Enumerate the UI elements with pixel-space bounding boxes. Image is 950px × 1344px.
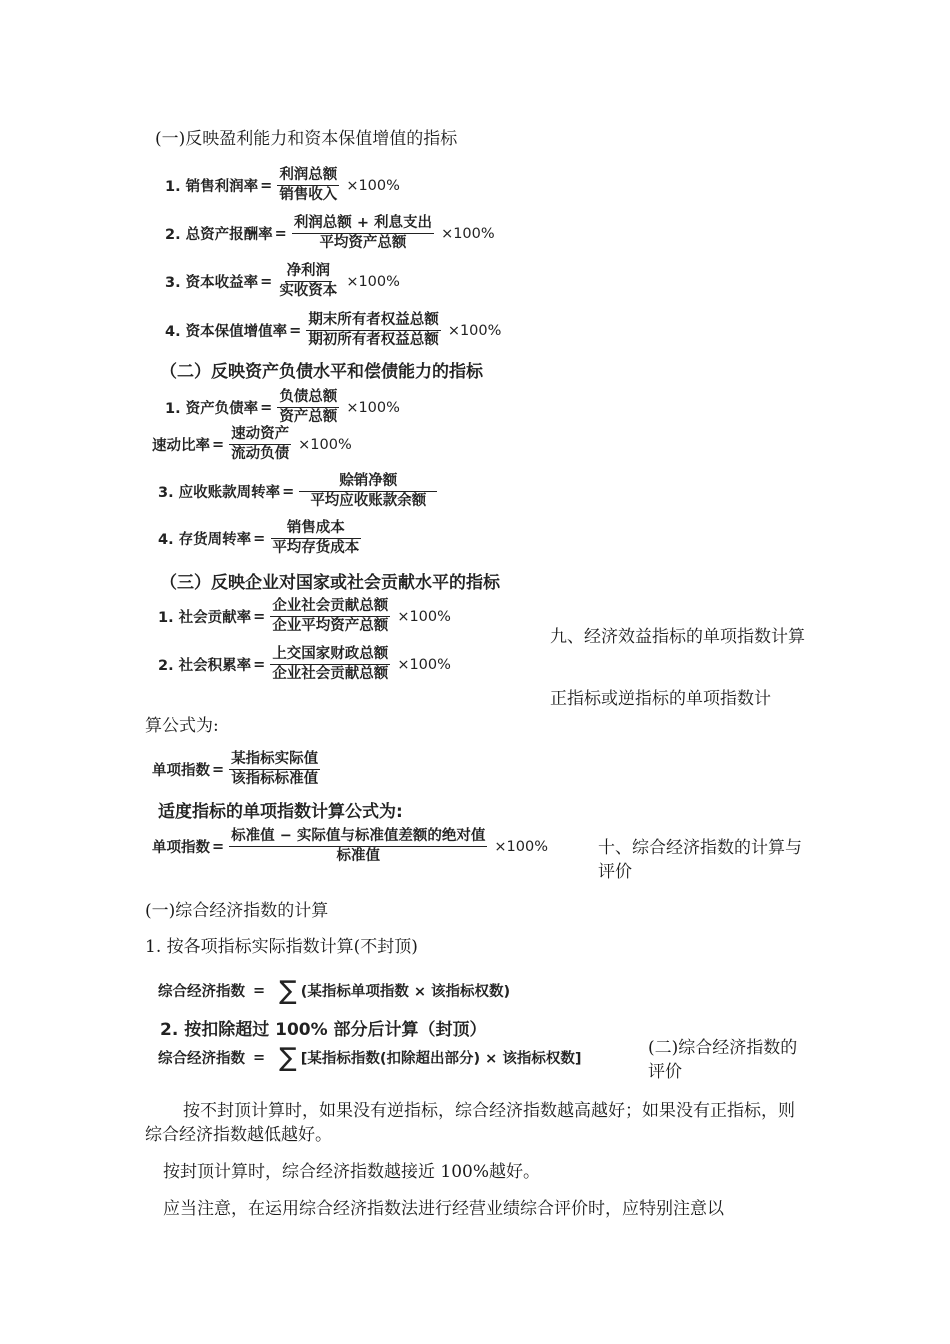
formula-moderate-single-index xyxy=(152,828,548,865)
percent-factor: ×100% xyxy=(447,322,502,339)
numerator: 赊销净额 xyxy=(299,473,437,492)
paragraph-capped-evaluation: 按封顶计算时，综合经济指数越接近 100%越好。 xyxy=(163,1162,541,1182)
equals-sign: = xyxy=(260,177,273,194)
denominator: 企业社会贡献总额 xyxy=(272,666,389,682)
denominator: 标准值 xyxy=(336,848,381,864)
formula-capital-preservation-rate xyxy=(165,312,501,349)
formula-label: 1. 社会贡献率 xyxy=(158,610,252,626)
formula-total-asset-return xyxy=(165,215,495,252)
equals-sign: = xyxy=(212,838,225,855)
equals-sign: = xyxy=(253,656,266,673)
sigma-symbol: ∑ xyxy=(279,975,297,1006)
single-index-intro: 正指标或逆指标的单项指数计 xyxy=(550,689,771,709)
formula-label: 2. 社会积累率 xyxy=(158,658,252,674)
formula-comprehensive-uncapped xyxy=(158,975,511,1006)
formula-inventory-turnover xyxy=(158,520,364,557)
section-ten-title: 十、综合经济指数的计算与评价 xyxy=(598,838,802,882)
numerator: 销售成本 xyxy=(271,520,361,539)
percent-factor: ×100% xyxy=(494,838,549,855)
denominator: 期初所有者权益总额 xyxy=(308,332,439,348)
formula-capital-return-rate xyxy=(165,263,400,300)
formula-label: 1. 资产负债率 xyxy=(165,401,259,417)
fraction xyxy=(306,312,441,349)
formula-label: 单项指数 xyxy=(152,763,210,779)
numerator: 某指标实际值 xyxy=(229,751,320,770)
fraction xyxy=(229,828,487,865)
formula-label: 综合经济指数 xyxy=(158,984,245,1000)
percent-factor: ×100% xyxy=(397,608,451,625)
equals-sign: = xyxy=(289,322,302,339)
numerator: 期末所有者权益总额 xyxy=(306,312,441,331)
denominator: 平均应收账款余额 xyxy=(310,493,427,509)
percent-factor: ×100% xyxy=(298,436,352,453)
numerator: 负债总额 xyxy=(277,389,339,408)
percent-factor: ×100% xyxy=(346,177,400,194)
formula-label: 1. 销售利润率 xyxy=(165,179,259,195)
numerator: 企业社会贡献总额 xyxy=(270,598,390,617)
sum-body: (某指标单项指数 × 该指标权数) xyxy=(300,984,511,1000)
equals-sign: = xyxy=(260,273,273,290)
equals-sign: = xyxy=(274,225,287,242)
fraction xyxy=(292,215,434,252)
denominator: 资产总额 xyxy=(279,409,338,425)
formula-label: 单项指数 xyxy=(152,840,210,856)
fraction xyxy=(229,426,291,463)
denominator: 实收资本 xyxy=(279,283,338,299)
paragraph-uncapped-evaluation: 按不封顶计算时，如果没有逆指标，综合经济指数越高越好；如果没有正指标，则综合经济指数越低越好。 xyxy=(145,1101,795,1145)
percent-factor: ×100% xyxy=(441,225,495,242)
numerator: 利润总额 + 利息支出 xyxy=(292,215,434,234)
section-heading-solvency: （二）反映资产负债水平和偿债能力的指标 xyxy=(160,362,483,382)
formula-debt-ratio xyxy=(165,389,400,426)
fraction xyxy=(270,646,390,683)
numerator: 净利润 xyxy=(285,263,333,282)
formula-label: 3. 应收账款周转率 xyxy=(158,485,281,501)
section-heading-social-contribution: （三）反映企业对国家或社会贡献水平的指标 xyxy=(160,573,500,593)
percent-factor: ×100% xyxy=(397,656,451,673)
uncapped-method-text: 1. 按各项指标实际指数计算(不封顶) xyxy=(145,937,418,957)
formula-quick-ratio xyxy=(152,426,352,463)
percent-factor: ×100% xyxy=(346,273,400,290)
numerator: 速动资产 xyxy=(229,426,291,445)
fraction xyxy=(277,263,339,300)
denominator: 流动负债 xyxy=(231,446,290,462)
numerator: 上交国家财政总额 xyxy=(270,646,390,665)
single-index-intro-continued: 算公式为: xyxy=(145,716,219,736)
section-nine-title: 九、经济效益指标的单项指数计算 xyxy=(550,627,805,647)
sigma-symbol: ∑ xyxy=(279,1042,297,1073)
moderate-index-heading: 适度指标的单项指数计算公式为: xyxy=(158,802,403,822)
paragraph-note: 应当注意，在运用综合经济指数法进行经营业绩综合评价时，应特别注意以 xyxy=(163,1199,724,1219)
formula-label: 速动比率 xyxy=(152,438,210,454)
denominator: 平均存货成本 xyxy=(272,540,360,556)
equals-sign: = xyxy=(260,399,273,416)
fraction xyxy=(277,389,339,426)
numerator: 标准值 − 实际值与标准值差额的绝对值 xyxy=(229,828,487,847)
formula-social-contribution-rate xyxy=(158,598,451,635)
equals-sign: = xyxy=(212,761,225,778)
section-heading-profitability: (一)反映盈利能力和资本保值增值的指标 xyxy=(155,129,458,149)
equals-sign: = xyxy=(253,982,266,999)
formula-social-accumulation-rate xyxy=(158,646,451,683)
formula-label: 4. 存货周转率 xyxy=(158,532,252,548)
denominator: 该指标标准值 xyxy=(231,771,319,787)
equals-sign: = xyxy=(212,436,225,453)
formula-sales-profit-rate xyxy=(165,167,400,204)
formula-label: 3. 资本收益率 xyxy=(165,275,259,291)
fraction xyxy=(277,167,339,204)
equals-sign: = xyxy=(253,1049,266,1066)
formula-label: 4. 资本保值增值率 xyxy=(165,324,288,340)
denominator: 销售收入 xyxy=(279,187,338,203)
denominator: 企业平均资产总额 xyxy=(272,618,389,634)
comprehensive-eval-heading: (二)综合经济指数的评价 xyxy=(648,1038,798,1082)
percent-factor: ×100% xyxy=(346,399,400,416)
sum-body: [某指标指数(扣除超出部分) × 该指标权数] xyxy=(300,1051,582,1067)
formula-label: 综合经济指数 xyxy=(158,1051,245,1067)
equals-sign: = xyxy=(282,483,295,500)
fraction xyxy=(229,751,320,788)
formula-comprehensive-capped xyxy=(158,1042,582,1073)
fraction xyxy=(270,598,390,635)
equals-sign: = xyxy=(253,608,266,625)
formula-label: 2. 总资产报酬率 xyxy=(165,227,273,243)
denominator: 平均资产总额 xyxy=(319,235,407,251)
fraction xyxy=(299,473,437,510)
formula-receivables-turnover xyxy=(158,473,440,510)
formula-single-index xyxy=(152,751,323,788)
numerator: 利润总额 xyxy=(277,167,339,186)
comprehensive-calc-heading: (一)综合经济指数的计算 xyxy=(145,901,329,921)
capped-method-heading: 2. 按扣除超过 100% 部分后计算（封顶） xyxy=(160,1020,487,1040)
fraction xyxy=(270,520,361,557)
equals-sign: = xyxy=(253,530,266,547)
